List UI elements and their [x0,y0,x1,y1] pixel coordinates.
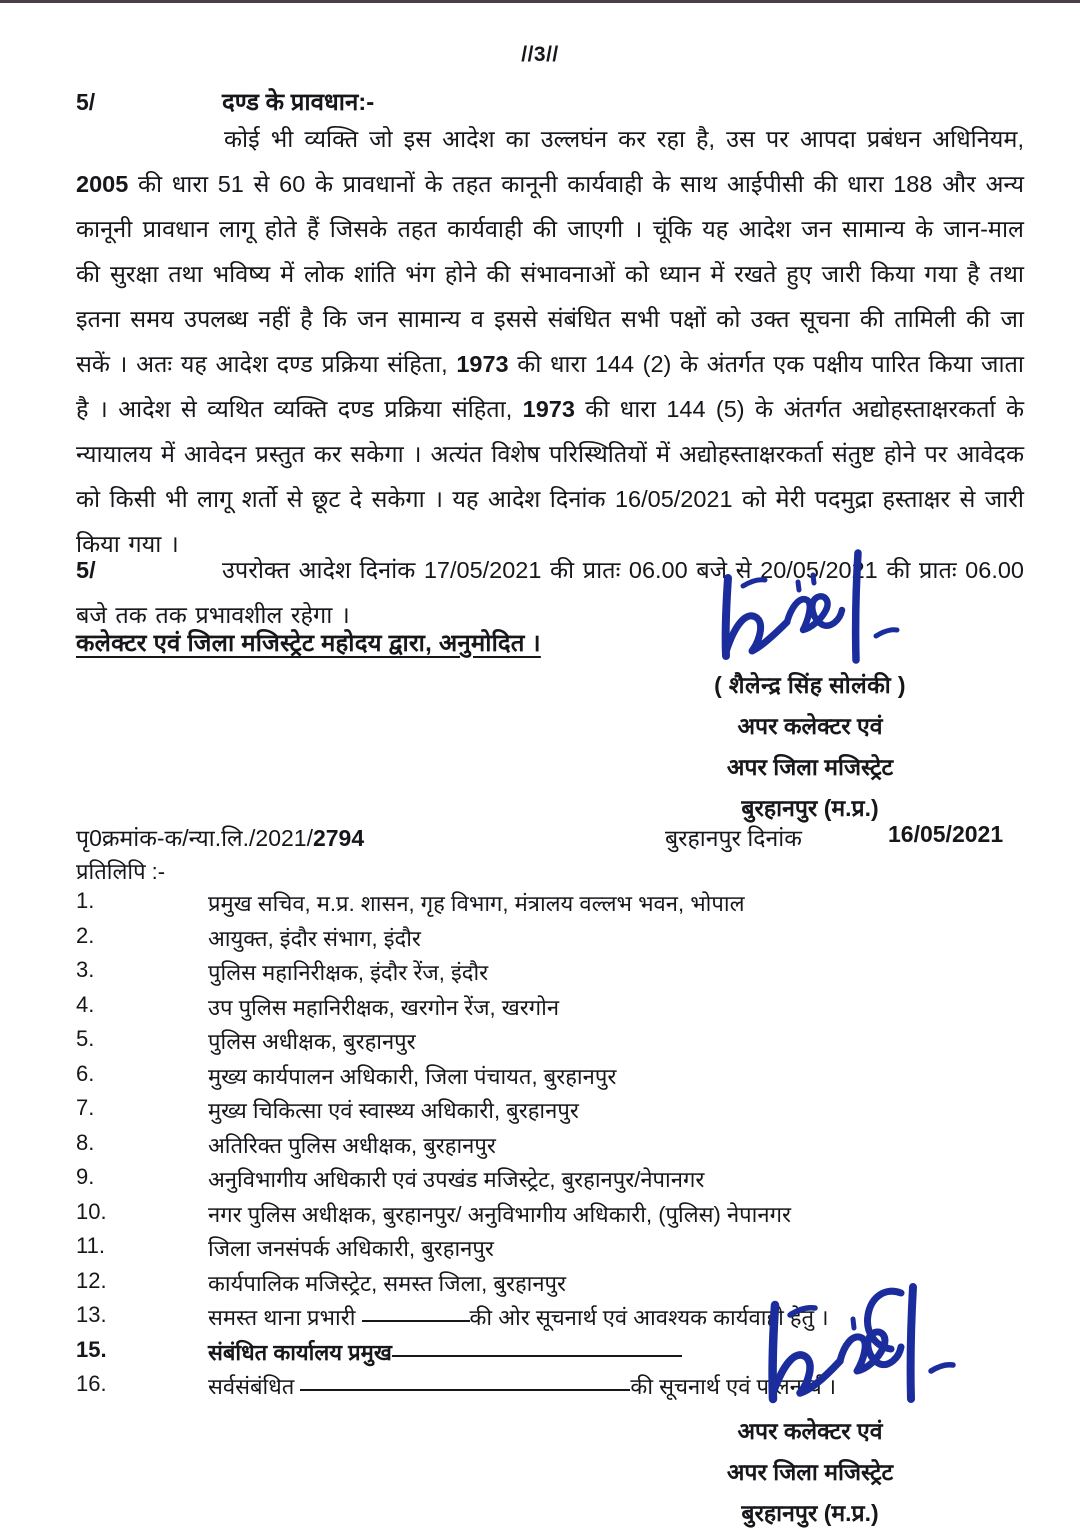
list-item-number: 11. [76,1233,105,1258]
reference-number [76,821,364,853]
list-item [76,1164,1026,1199]
list-item-text [208,1371,836,1401]
body-text-part-3: की धारा 144 (2) के अंतर्गत एक पक्षीय पारित किया जाता है । आदेश से व्यथित व्यक्ति दण्ड प्रक्रिया संहिता, [76,351,1025,422]
act-year-2005: 2005 [76,171,129,197]
signature-block-bottom [640,1411,980,1530]
list-item [76,888,1026,923]
list-item-text [208,1337,682,1367]
validity-clause [76,548,1024,638]
fill-in-blank[interactable] [392,1355,682,1357]
list-item-number: 16. [76,1371,107,1396]
scanned-order-document [0,3,1080,1530]
list-item-text: अतिरिक्त पुलिस अधीक्षक, बुरहानपुर [208,1132,496,1158]
list-item-number: 6. [76,1060,95,1086]
list-item [76,1302,1026,1337]
list-item-text-before: सर्वसंबंधित [208,1374,301,1399]
list-item [76,957,1026,992]
list-item-number: 7. [76,1095,95,1120]
crpc-year-1973-a: 1973 [456,351,509,377]
list-item [76,1095,1026,1130]
penalty-clause-heading-row [76,85,1026,118]
fill-in-blank[interactable] [300,1389,630,1391]
signatory-place: बुरहानपुर (म.प्र.) [741,795,879,821]
list-item-number: 5. [76,1026,95,1051]
list-item-number: 4. [76,991,95,1017]
signatory-designation-line-2: अपर जिला मजिस्ट्रेट [726,754,894,780]
list-item-number: 15. [76,1336,107,1362]
signatory-place: बुरहानपुर (म.प्र.) [741,1500,879,1526]
crpc-year-1973-b: 1973 [522,396,575,422]
list-item-text: अनुविभागीय अधिकारी एवं उपखंड मजिस्ट्रेट, बुरहानपुर/नेपानगर [208,1167,705,1192]
penalty-clause-number: 5/ [76,89,96,115]
list-item [76,1199,1026,1234]
dispatch-place-label: बुरहानपुर दिनांक [665,825,802,851]
reference-number-prefix: पृ0क्रमांक-क/न्या.लि./2021/ [76,825,313,851]
list-item [76,992,1026,1027]
approval-statement: कलेक्टर एवं जिला मजिस्ट्रेट महोदय द्वारा, अनुमोदित । [76,630,541,657]
list-item-text: उप पुलिस महानिरीक्षक, खरगोन रेंज, खरगोन [208,994,560,1020]
list-item [76,1371,1026,1406]
signatory-designation-line-2: अपर जिला मजिस्ट्रेट [726,1459,894,1485]
list-item-text: जिला जनसंपर्क अधिकारी, बुरहानपुर [208,1236,494,1261]
list-item-text-before: संबंधित कार्यालय प्रमुख [208,1339,392,1365]
fill-in-blank[interactable] [362,1320,470,1322]
list-item-number: 3. [76,957,95,982]
list-item [76,1233,1026,1268]
list-item-number: 2. [76,922,95,948]
list-item-number: 12. [76,1267,107,1293]
list-item-number: 13. [76,1302,107,1327]
page-number-header: //3// [521,43,559,66]
copy-recipients-list [76,888,1026,1406]
list-item [76,1130,1026,1165]
list-item-number: 8. [76,1129,95,1155]
list-item [76,1026,1026,1061]
signatory-designation-line-1: अपर कलेक्टर एवं [737,713,883,739]
list-item [76,1268,1026,1303]
list-item-text: मुख्य कार्यपालन अधिकारी, जिला पंचायत, बुरहानपुर [208,1063,617,1089]
signatory-name: ( शैलेन्द्र सिंह सोलंकी ) [714,672,906,698]
list-item-number: 10. [76,1198,107,1224]
body-text-part-1: कोई भी व्यक्ति जो इस आदेश का उल्लघंन कर रहा है, उस पर आपदा प्रबंधन अधिनियम, [224,126,1024,152]
list-item-text: मुख्य चिकित्सा एवं स्वास्थ्य अधिकारी, बुरहानपुर [208,1098,579,1123]
list-item [76,1337,1026,1372]
list-item [76,923,1026,958]
list-item [76,1061,1026,1096]
list-item-text: कार्यपालिक मजिस्ट्रेट, समस्त जिला, बुरहानपुर [208,1270,567,1296]
list-item-text: पुलिस महानिरीक्षक, इंदौर रेंज, इंदौर [208,960,489,985]
list-item-text: आयुक्त, इंदौर संभाग, इंदौर [208,925,421,951]
signatory-designation-line-1: अपर कलेक्टर एवं [737,1418,883,1444]
list-item-text-after: की सूचनार्थ एवं पालनार्थ । [630,1374,837,1399]
signature-block-top [640,665,980,829]
validity-clause-text: उपरोक्त आदेश दिनांक 17/05/2021 की प्रातः 06.00 बजे से 20/05/2021 की प्रातः 06.00 बजे तक तक प्रभावशील रहेगा । [76,557,1024,628]
list-item-text [208,1302,829,1332]
penalty-clause-body [76,117,1024,567]
validity-clause-number: 5/ [76,557,96,583]
dispatch-date: 16/05/2021 [888,821,1004,847]
copy-to-label: प्रतिलिपि :- [76,859,166,884]
list-item-text: प्रमुख सचिव, म.प्र. शासन, गृह विभाग, मंत्रालय वल्लभ भवन, भोपाल [208,891,745,916]
list-item-text: नगर पुलिस अधीक्षक, बुरहानपुर/ अनुविभागीय अधिकारी, (पुलिस) नेपानगर [208,1201,791,1227]
list-item-text-before: समस्त थाना प्रभारी [208,1305,362,1330]
list-item-number: 1. [76,888,95,913]
list-item-text-after: की ओर सूचनार्थ एवं आवश्यक कार्यवाही हेतु । [469,1305,829,1330]
body-text-part-4: की धारा 144 (5) के अंतर्गत अद्योहस्ताक्षरकर्ता के न्यायालय में आवेदन प्रस्तुत कर सकेगा । अत्यंत विशेष परिस्थितियों में अद्योहस्ताक्षरकर्ता संतुष्ट होने पर आवेदक को किसी भी लागू शर्तो से छूट दे सकेगा । यह आदेश दिनांक 16/05/2021 को मेरी पदमुद्रा हस्ताक्षर से जारी किया गया । [76,396,1024,557]
reference-number-value: 2794 [312,825,365,851]
list-item-number: 9. [76,1164,95,1189]
body-text-part-2: की धारा 51 से 60 के प्रावधानों के तहत कानूनी कार्यवाही के साथ आईपीसी की धारा 188 और अन्य कानूनी प्रावधान लागू होते हैं जिसके तहत कार्यवाही की जाएगी । चूंकि यह आदेश जन सामान्य के जान-माल की सुरक्षा तथा भविष्य में लोक शांति भंग होने की संभावनाओं को ध्यान में रखते हुए जारी किया गया है तथा इतना समय उपलब्ध नहीं है कि जन सामान्य व इससे संबंधित सभी पक्षों को उक्त सूचना की तामिली की जा सकें । अतः यह आदेश दण्ड प्रक्रिया संहिता, [76,171,1024,377]
penalty-clause-heading: दण्ड के प्रावधान:- [222,89,375,116]
list-item-text: पुलिस अधीक्षक, बुरहानपुर [208,1029,416,1054]
